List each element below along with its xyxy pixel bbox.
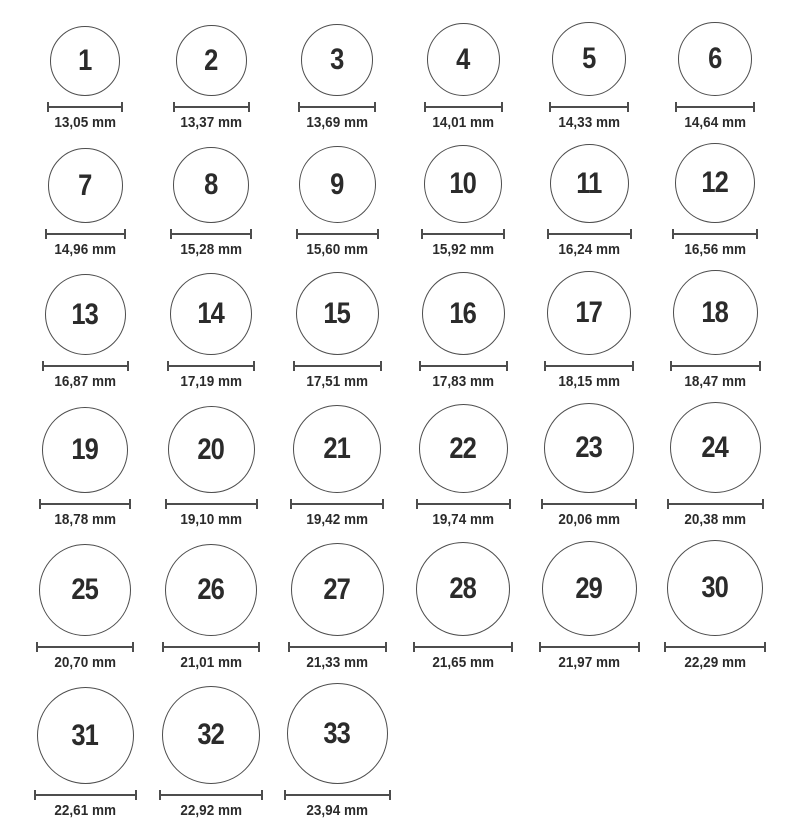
- diameter-measure-line: [413, 642, 513, 652]
- diameter-label: 21,01 mm: [180, 654, 242, 671]
- diameter-label: 21,33 mm: [306, 654, 368, 671]
- diameter-measure-line: [675, 102, 755, 112]
- ring-size-circle: [667, 540, 763, 636]
- diameter-measure-line: [167, 361, 255, 371]
- ring-size-item: [298, 24, 376, 130]
- ring-size-number: 1: [78, 44, 92, 77]
- ring-size-item: [664, 540, 766, 670]
- ring-size-item: [290, 405, 384, 527]
- diameter-measure-line: [36, 642, 134, 652]
- diameter-measure-line: [539, 642, 640, 652]
- diameter-measure-line: [288, 642, 387, 652]
- diameter-label: 15,92 mm: [432, 241, 494, 258]
- ring-size-circle: [552, 22, 626, 96]
- ring-size-number: 13: [71, 297, 99, 331]
- ring-size-item: [670, 270, 761, 389]
- ring-size-circle: [547, 271, 631, 355]
- ring-size-item: [165, 406, 258, 527]
- ring-size-item: [284, 683, 391, 818]
- diameter-label: 16,56 mm: [684, 241, 746, 258]
- diameter-measure-line: [39, 499, 131, 509]
- ring-size-number: 19: [71, 433, 99, 466]
- diameter-label: 20,06 mm: [558, 511, 620, 528]
- ring-size-item: [675, 22, 755, 130]
- ring-size-number: 10: [449, 167, 477, 200]
- diameter-label: 22,29 mm: [684, 654, 746, 671]
- diameter-label: 17,51 mm: [306, 373, 368, 390]
- ring-size-item: [45, 148, 126, 257]
- diameter-measure-line: [667, 499, 764, 509]
- ring-size-circle: [542, 541, 637, 636]
- diameter-measure-line: [298, 102, 376, 112]
- diameter-label: 16,87 mm: [54, 373, 116, 390]
- ring-size-item: [293, 272, 382, 389]
- ring-size-number: 29: [575, 571, 603, 605]
- ring-size-item: [547, 144, 632, 257]
- ring-size-item: [288, 543, 387, 670]
- ring-size-item: [36, 544, 134, 670]
- diameter-measure-line: [419, 361, 508, 371]
- ring-size-number: 7: [78, 168, 92, 202]
- diameter-label: 22,61 mm: [54, 802, 116, 819]
- ring-size-item: [544, 271, 634, 389]
- diameter-measure-line: [416, 499, 511, 509]
- ring-size-circle: [416, 542, 510, 636]
- ring-size-circle: [39, 544, 131, 636]
- diameter-label: 15,60 mm: [306, 241, 368, 258]
- ring-size-number: 28: [449, 572, 477, 605]
- diameter-measure-line: [544, 361, 634, 371]
- ring-size-circle: [670, 402, 761, 493]
- ring-size-circle: [424, 145, 502, 223]
- diameter-measure-line: [672, 229, 758, 239]
- diameter-label: 13,69 mm: [306, 114, 368, 131]
- ring-size-circle: [675, 143, 755, 223]
- ring-size-circle: [42, 407, 128, 493]
- diameter-label: 22,92 mm: [180, 802, 242, 819]
- diameter-label: 14,33 mm: [558, 114, 620, 131]
- diameter-label: 19,10 mm: [180, 511, 242, 528]
- ring-size-item: [413, 542, 513, 670]
- ring-size-item: [541, 403, 637, 527]
- diameter-measure-line: [293, 361, 382, 371]
- ring-size-circle: [299, 146, 376, 223]
- ring-size-item: [667, 402, 764, 527]
- ring-size-circle: [422, 272, 505, 355]
- diameter-measure-line: [284, 790, 391, 800]
- ring-size-circle: [673, 270, 758, 355]
- ring-size-circle: [165, 544, 257, 636]
- diameter-label: 16,24 mm: [558, 241, 620, 258]
- ring-size-number: 24: [701, 430, 729, 464]
- ring-size-item: [167, 273, 255, 389]
- diameter-label: 23,94 mm: [306, 802, 368, 819]
- diameter-label: 19,42 mm: [306, 511, 368, 528]
- diameter-label: 17,19 mm: [180, 373, 242, 390]
- ring-size-number: 9: [330, 167, 344, 201]
- diameter-label: 13,05 mm: [54, 114, 116, 131]
- ring-size-number: 4: [456, 42, 470, 76]
- ring-size-circle: [168, 406, 255, 493]
- ring-size-number: 30: [701, 571, 729, 604]
- ring-size-item: [39, 407, 131, 527]
- diameter-label: 14,01 mm: [432, 114, 494, 131]
- diameter-measure-line: [45, 229, 126, 239]
- diameter-label: 15,28 mm: [180, 241, 242, 258]
- diameter-measure-line: [173, 102, 250, 112]
- ring-size-number: 20: [197, 432, 225, 466]
- diameter-measure-line: [296, 229, 379, 239]
- diameter-measure-line: [162, 642, 260, 652]
- ring-size-item: [549, 22, 629, 130]
- ring-size-item: [424, 23, 503, 130]
- diameter-label: 13,37 mm: [180, 114, 242, 131]
- diameter-label: 18,78 mm: [54, 511, 116, 528]
- diameter-measure-line: [165, 499, 258, 509]
- diameter-measure-line: [159, 790, 263, 800]
- ring-size-circle: [170, 273, 252, 355]
- diameter-label: 14,64 mm: [684, 114, 746, 131]
- diameter-label: 18,15 mm: [558, 373, 620, 390]
- ring-size-number: 6: [708, 42, 722, 75]
- diameter-measure-line: [290, 499, 384, 509]
- diameter-measure-line: [547, 229, 632, 239]
- ring-size-number: 26: [197, 573, 225, 606]
- ring-size-number: 5: [582, 42, 596, 75]
- ring-size-number: 32: [197, 718, 225, 751]
- ring-size-circle: [291, 543, 384, 636]
- ring-size-circle: [176, 25, 247, 96]
- ring-size-number: 3: [330, 43, 344, 76]
- ring-size-number: 12: [701, 166, 729, 199]
- diameter-label: 21,97 mm: [558, 654, 620, 671]
- ring-size-circle: [544, 403, 634, 493]
- diameter-measure-line: [541, 499, 637, 509]
- ring-size-number: 33: [323, 716, 351, 750]
- diameter-measure-line: [664, 642, 766, 652]
- ring-size-number: 21: [323, 432, 351, 465]
- ring-size-circle: [162, 686, 260, 784]
- diameter-measure-line: [421, 229, 505, 239]
- diameter-measure-line: [42, 361, 129, 371]
- ring-size-item: [162, 544, 260, 670]
- ring-size-number: 8: [204, 168, 218, 201]
- ring-size-circle: [301, 24, 373, 96]
- ring-size-number: 11: [576, 166, 602, 200]
- ring-size-circle: [419, 404, 508, 493]
- diameter-label: 17,83 mm: [432, 373, 494, 390]
- ring-size-number: 18: [701, 295, 729, 329]
- ring-size-item: [47, 26, 123, 130]
- ring-size-circle: [678, 22, 752, 96]
- ring-size-circle: [287, 683, 388, 784]
- ring-size-number: 27: [323, 572, 351, 606]
- diameter-measure-line: [170, 229, 252, 239]
- diameter-label: 20,38 mm: [684, 511, 746, 528]
- ring-size-item: [416, 404, 511, 527]
- ring-size-item: [159, 686, 263, 818]
- diameter-label: 14,96 mm: [54, 241, 116, 258]
- ring-size-number: 22: [449, 431, 477, 465]
- ring-size-circle: [293, 405, 381, 493]
- diameter-label: 21,65 mm: [432, 654, 494, 671]
- ring-size-circle: [173, 147, 249, 223]
- ring-size-item: [296, 146, 379, 257]
- ring-size-item: [421, 145, 505, 257]
- ring-size-circle: [550, 144, 629, 223]
- diameter-label: 20,70 mm: [54, 654, 116, 671]
- ring-size-item: [42, 274, 129, 389]
- ring-size-number: 15: [323, 296, 351, 330]
- ring-size-circle: [48, 148, 123, 223]
- ring-size-circle: [50, 26, 120, 96]
- ring-size-number: 25: [71, 573, 99, 606]
- ring-size-circle: [37, 687, 134, 784]
- diameter-measure-line: [34, 790, 137, 800]
- diameter-label: 19,74 mm: [432, 511, 494, 528]
- ring-size-item: [539, 541, 640, 670]
- ring-size-item: [170, 147, 252, 257]
- diameter-measure-line: [47, 102, 123, 112]
- diameter-measure-line: [549, 102, 629, 112]
- ring-size-number: 16: [449, 296, 477, 330]
- diameter-measure-line: [670, 361, 761, 371]
- ring-size-circle: [296, 272, 379, 355]
- ring-size-number: 17: [575, 296, 603, 329]
- ring-size-item: [419, 272, 508, 389]
- ring-size-number: 2: [204, 43, 218, 77]
- ring-size-circle: [427, 23, 500, 96]
- ring-size-item: [173, 25, 250, 130]
- ring-size-number: 31: [71, 718, 99, 752]
- ring-size-circle: [45, 274, 126, 355]
- ring-size-item: [34, 687, 137, 818]
- diameter-label: 18,47 mm: [684, 373, 746, 390]
- diameter-measure-line: [424, 102, 503, 112]
- ring-size-number: 14: [197, 297, 225, 330]
- ring-size-item: [672, 143, 758, 257]
- ring-size-number: 23: [575, 431, 603, 464]
